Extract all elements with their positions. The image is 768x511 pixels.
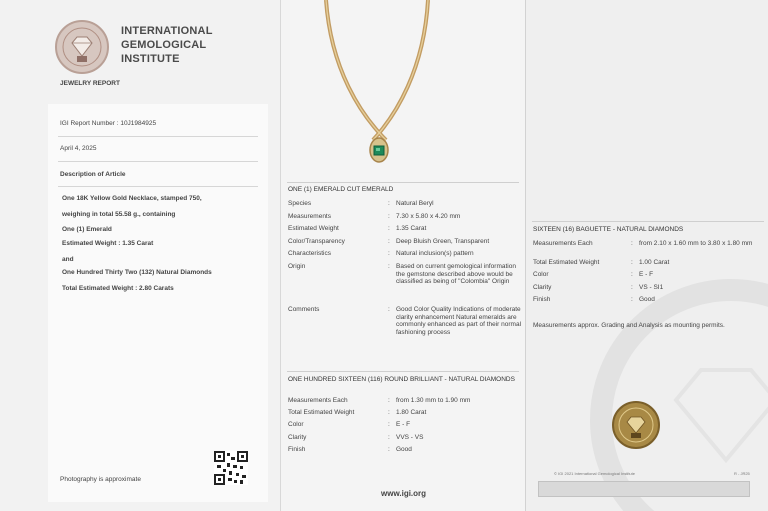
- qr-code-icon[interactable]: [214, 451, 248, 485]
- photo-note: Photography is approximate: [60, 476, 141, 483]
- description-line: One Hundred Thirty Two (132) Natural Diamonds: [62, 269, 212, 276]
- description-line: One 18K Yellow Gold Necklace, stamped 750,: [62, 195, 202, 202]
- necklace-photo: [281, 0, 526, 170]
- description-line: weighing in total 55.58 g., containing: [62, 211, 176, 218]
- divider: [532, 221, 764, 222]
- report-type: JEWELRY REPORT: [60, 80, 120, 87]
- divider: [287, 371, 519, 372]
- form-code: R - JR25: [734, 471, 750, 476]
- right-panel: SIXTEEN (16) BAGUETTE - NATURAL DIAMONDS Measurements Each : from 2.10 x 1.60 mm to 3.80 x 1.80 mm Total Estimated Weight : 1.00 Carat Color : E - F Clarity : VS - SI1 Finish : Good Measurements approx. Grading and Analysis as mounting permits. © IGI 2021 International Gemological Institute R - JR25: [525, 0, 768, 511]
- divider: [58, 136, 258, 137]
- diamonds-title: ONE HUNDRED SIXTEEN (116) ROUND BRILLIANT - NATURAL DIAMONDS: [288, 376, 515, 383]
- emerald-title: ONE (1) EMERALD CUT EMERALD: [288, 186, 394, 193]
- copyright: © IGI 2021 International Gemological Institute: [554, 471, 635, 476]
- divider: [58, 186, 258, 187]
- description-line: Estimated Weight : 1.35 Carat: [62, 240, 154, 247]
- description-line: One (1) Emerald: [62, 226, 112, 233]
- report-number: IGI Report Number : 10J1984925: [60, 120, 157, 127]
- igi-logo-icon: [55, 20, 109, 74]
- report-details-box: [48, 104, 268, 502]
- description-line: Total Estimated Weight : 2.80 Carats: [62, 285, 174, 292]
- security-strip: [538, 481, 750, 497]
- org-name: INTERNATIONAL GEMOLOGICAL INSTITUTE: [121, 25, 213, 65]
- middle-panel: ONE (1) EMERALD CUT EMERALD Species : Natural Beryl Measurements : 7.30 x 5.80 x 4.20 mm Estimated Weight : 1.35 Carat Color/Transparency : Deep Bluish Green, Transparent Characteristics : Natural inclusion(s) pattern Origin : Based on current gemological information the gemstone described above would be classified as being of "Colombia" Origin Comments : Good Color Quality Indications of moderate clarity enhancement Natural emeralds are commonly enhanced as part of their normal fashioning process ONE HUNDRED SIXTEEN (116) ROUND BRILLIANT - NATURAL DIAMONDS Measurements Each : from 1.30 mm to 1.90 mm Total Estimated Weight : 1.80 Carat Color : E - F Clarity : VVS - VS Finish : Good www.igi.org: [280, 0, 526, 511]
- divider: [287, 182, 519, 183]
- description-line: and: [62, 256, 74, 263]
- left-panel: [0, 0, 280, 511]
- divider: [58, 161, 258, 162]
- website-link[interactable]: www.igi.org: [381, 489, 427, 498]
- description-heading: Description of Article: [60, 171, 126, 178]
- baguette-title: SIXTEEN (16) BAGUETTE - NATURAL DIAMONDS: [533, 226, 684, 233]
- gold-seal-icon: [612, 401, 660, 449]
- measurement-note: Measurements approx. Grading and Analysis as mounting permits.: [533, 322, 725, 329]
- report-date: April 4, 2025: [60, 145, 97, 152]
